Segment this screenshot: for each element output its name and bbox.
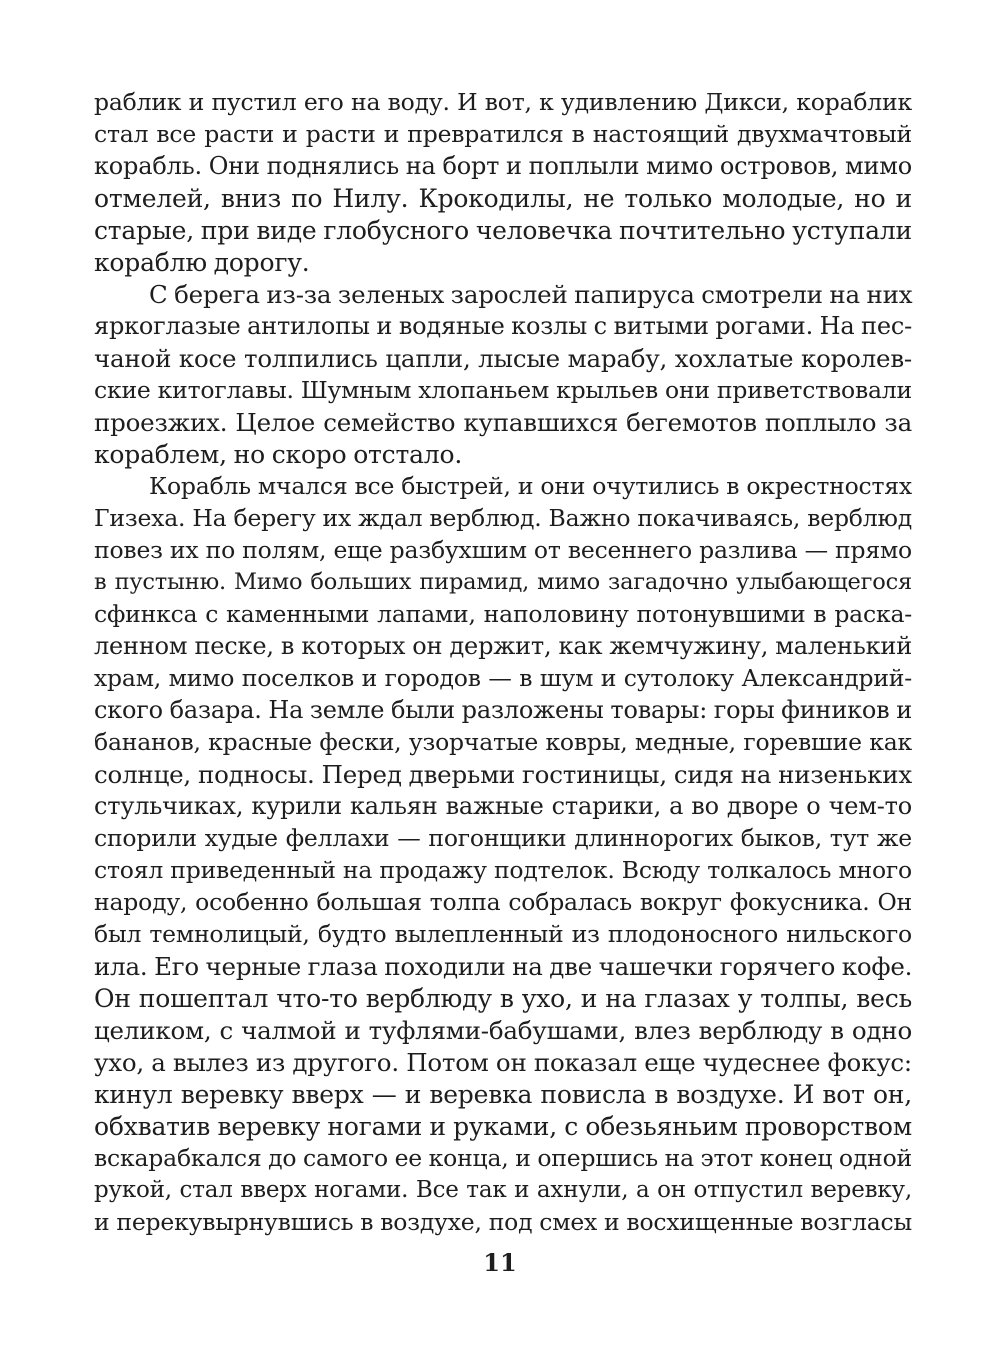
text-line: старые, при виде глобусного человечка почтительно уступали [94, 216, 912, 245]
text-line: храм, мимо поселков и городов — в шум и сутолоку Александрий- [94, 664, 912, 692]
page-text-block [94, 86, 913, 1236]
text-line: кораблю дорогу. [94, 248, 310, 277]
text-line: повез их по полям, еще разбухшим от весеннего разлива — прямо [94, 536, 912, 564]
text-line: отмелей, вниз по Нилу. Крокодилы, не только молодые, но и [94, 184, 912, 213]
text-line: народу, особенно большая толпа собралась вокруг фокусника. Он [94, 888, 912, 916]
text-line: С берега из-за зеленых зарослей папируса смотрели на них [149, 280, 913, 309]
text-line: Корабль мчался все быстрей, и они очутились в окрестностях [149, 472, 912, 500]
text-line: яркоглазые антилопы и водяные козлы с витыми рогами. На пес- [94, 312, 912, 340]
text-line: рукой, стал вверх ногами. Все так и ахнули, а он отпустил веревку, [94, 1177, 912, 1203]
text-line: спорили худые феллахи — погонщики длиннорогих быков, тут же [94, 824, 912, 852]
text-line: стоял приведенный на продажу подтелок. Всюду толкалось много [94, 856, 912, 884]
text-line: ленном песке, в которых он держит, как жемчужину, маленький [94, 632, 912, 660]
text-line: ского базара. На земле были разложены товары: горы фиников и [94, 696, 912, 724]
page-number: 11 [483, 1248, 517, 1277]
text-line: кораблем, но скоро отстало. [94, 440, 463, 469]
text-line: Гизеха. На берегу их ждал верблюд. Важно покачиваясь, верблюд [94, 504, 912, 532]
text-line: ила. Его черные глаза походили на две чашечки горячего кофе. [94, 952, 913, 981]
text-line: проезжих. Целое семейство купавшихся бегемотов поплыло за [94, 408, 912, 437]
text-line: в пустыню. Мимо больших пирамид, мимо загадочно улыбающегося [94, 569, 912, 595]
text-line: и перекувырнувшись в воздухе, под смех и восхищенные возгласы [94, 1208, 912, 1236]
text-line: раблик и пустил его на воду. И вот, к удивлению Дикси, кораблик [94, 88, 912, 116]
text-line: ские китоглавы. Шумным хлопаньем крыльев они приветствовали [94, 376, 912, 404]
text-line: сфинкса с каменными лапами, наполовину потонувшими в раска- [94, 600, 912, 628]
text-line: солнце, подносы. Перед дверьми гостиницы, сидя на низеньких [94, 760, 912, 789]
text-line: был темнолицый, будто вылепленный из плодоносного нильского [94, 920, 912, 948]
text-line: стал все расти и расти и превратился в настоящий двухмачтовый [94, 120, 912, 148]
text-line: Он пошептал что-то верблюду в ухо, и на глазах у толпы, весь [94, 984, 912, 1013]
text-line: вскарабкался до самого ее конца, и опершись на этот конец одной [94, 1144, 912, 1172]
text-line: обхватив веревку ногами и руками, с обезьяньим проворством [94, 1112, 912, 1141]
text-line: чаной косе толпились цапли, лысые марабу, хохлатые королев- [94, 344, 912, 373]
text-line: ухо, а вылез из другого. Потом он показал еще чудеснее фокус: [94, 1048, 912, 1077]
text-line: стульчиках, курили кальян важные старики, а во дворе о чем-то [94, 792, 912, 820]
text-line: бананов, красные фески, узорчатые ковры, медные, горевшие как [94, 728, 912, 756]
text-line: кинул веревку вверх — и веревка повисла в воздухе. И вот он, [94, 1080, 912, 1109]
text-line: корабль. Они поднялись на борт и поплыли мимо островов, мимо [94, 152, 912, 180]
text-line: целиком, с чалмой и туфлями-бабушами, влез верблюду в одно [94, 1016, 912, 1045]
